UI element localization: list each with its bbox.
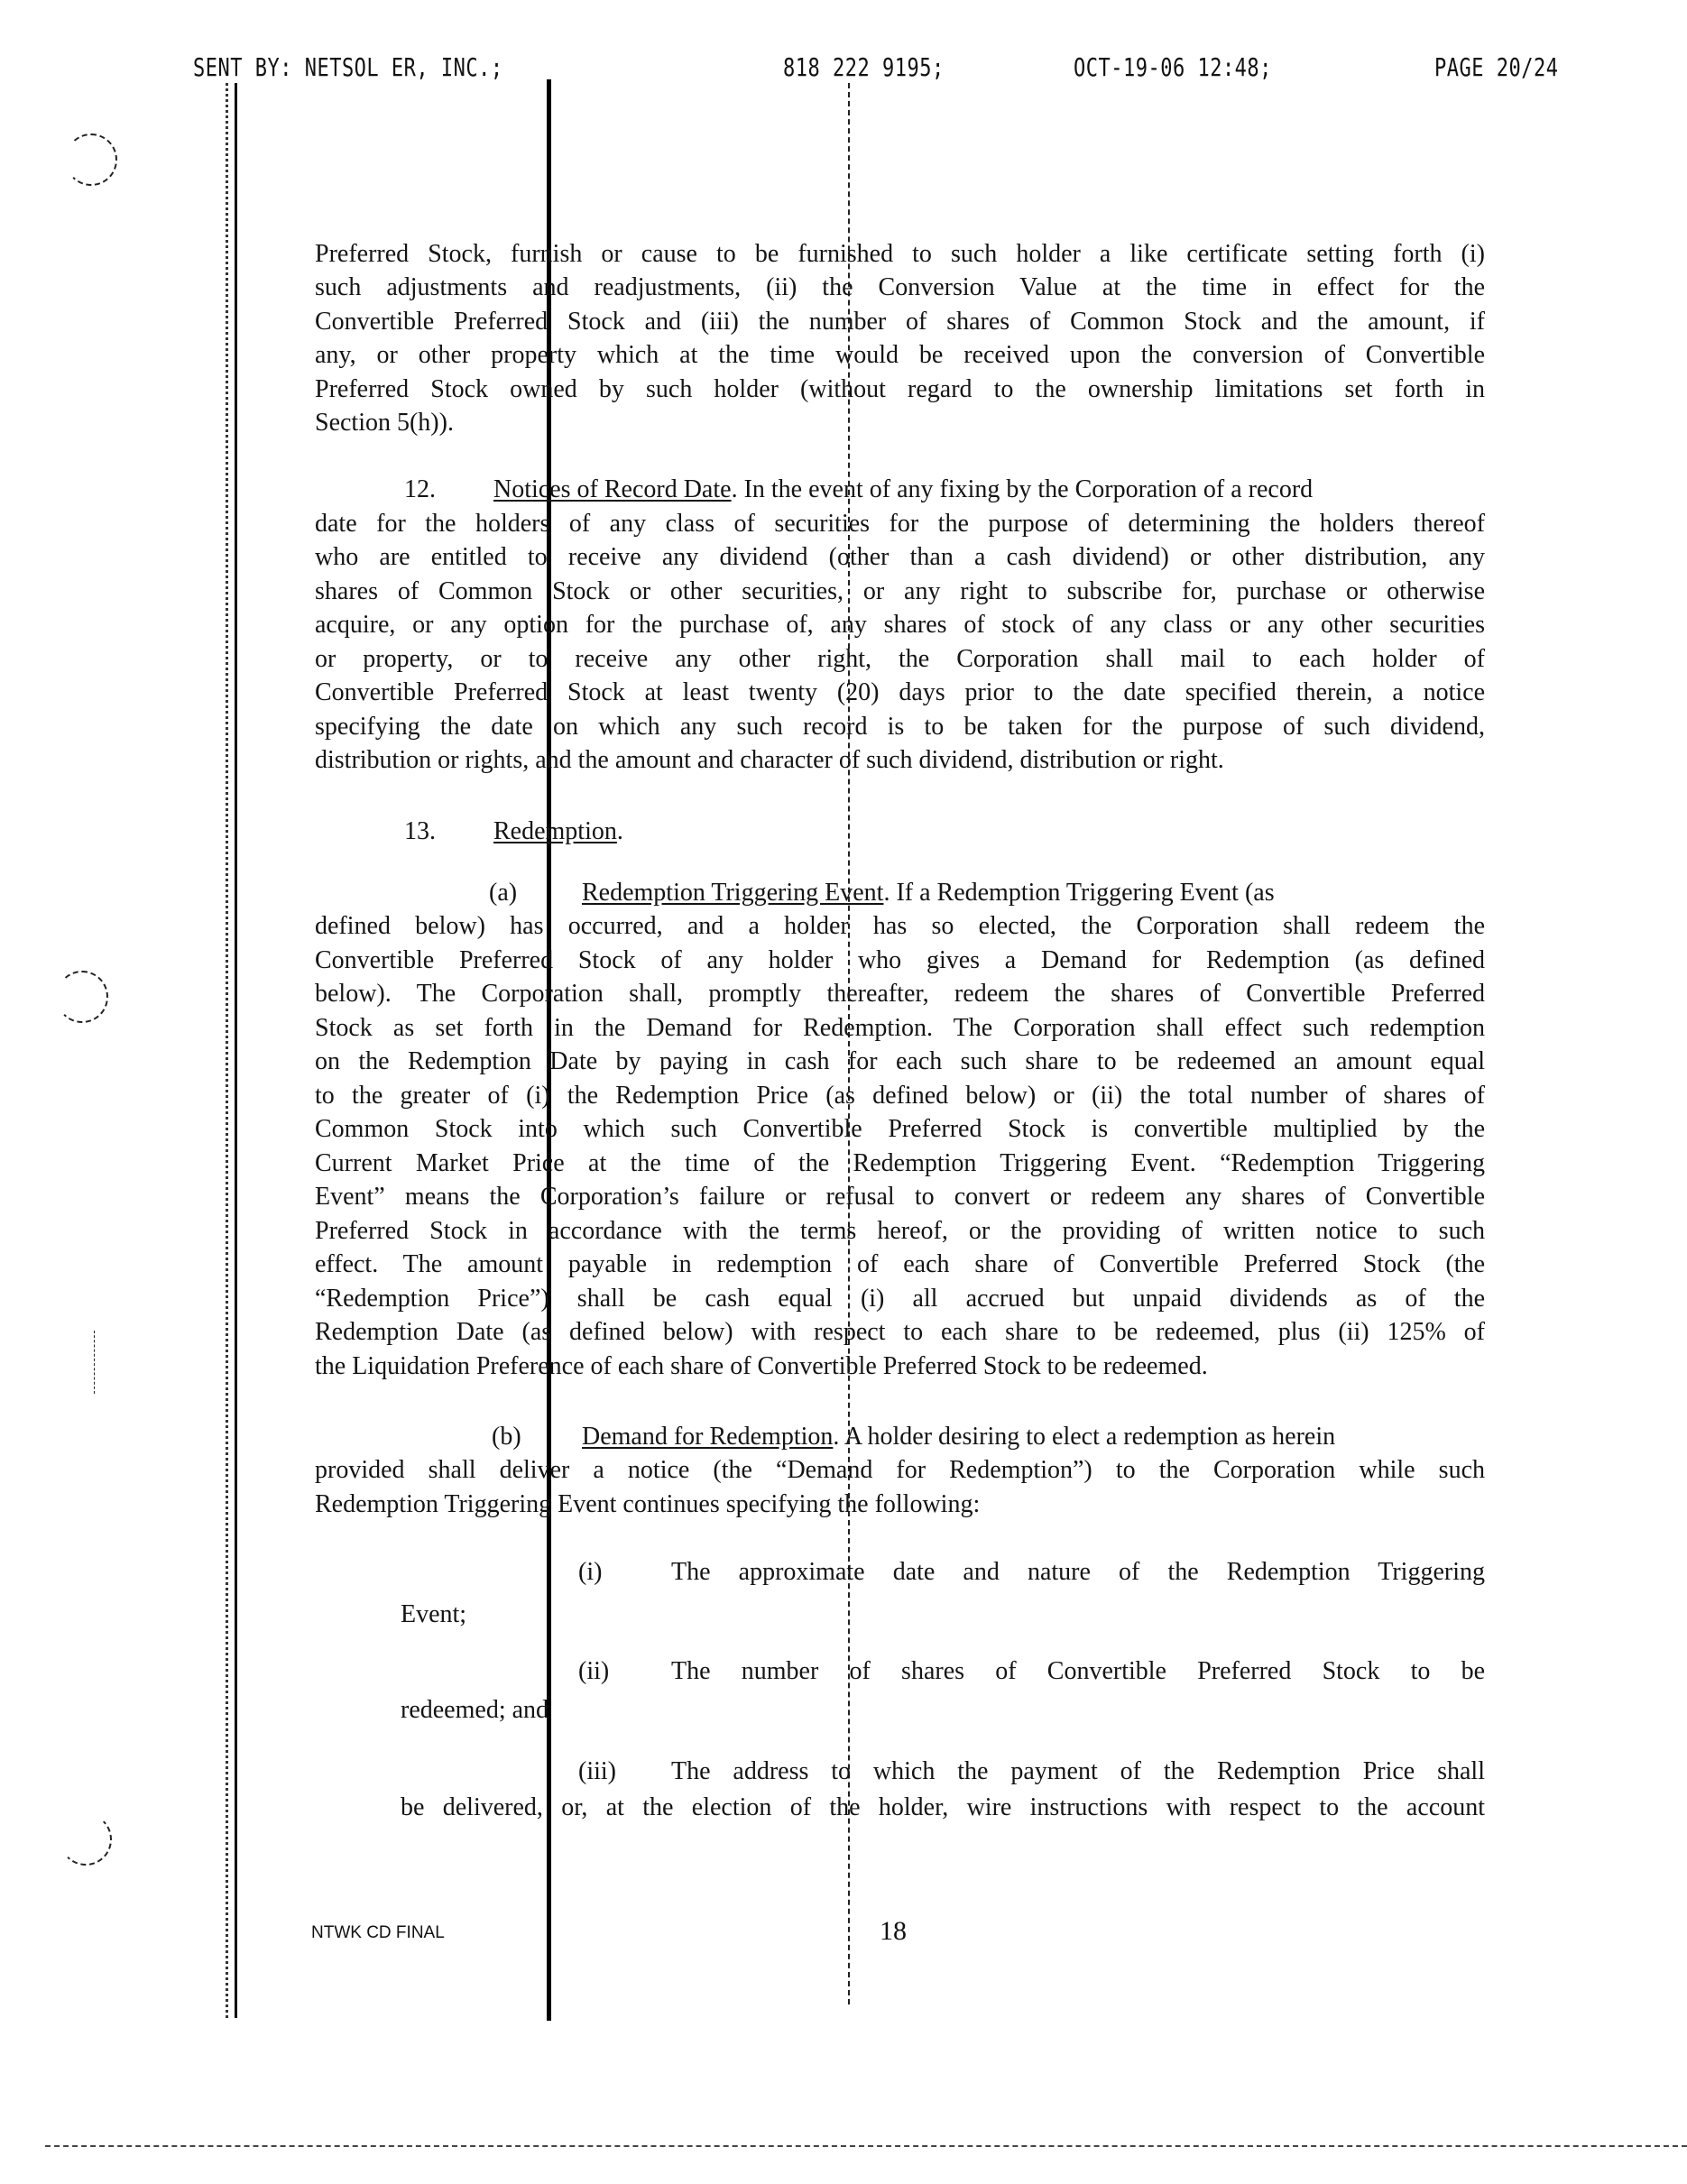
section-heading: Notices of Record Date [493, 475, 732, 503]
text-line: below). The Corporation shall, promptly thereafter, redeem the shares of Convertible Preferred [315, 980, 1485, 1008]
text-line: Current Market Price at the time of the Redemption Triggering Event. “Redemption Triggering [315, 1149, 1485, 1177]
text-line: effect. The amount payable in redemption of each share of Convertible Preferred Stock (the [315, 1250, 1485, 1278]
text-line: Preferred Stock, furnish or cause to be furnished to such holder a like certificate setting forth (i) [315, 240, 1485, 268]
text-line: Redemption Triggering Event continues specifying the following: [315, 1490, 981, 1518]
text-line: the Liquidation Preference of each share of Convertible Preferred Stock to be redeemed. [315, 1352, 1208, 1380]
subsection-first-line-text: . A holder desiring to elect a redemption as herein [833, 1423, 1336, 1451]
item-continuation: be delivered, or, at the election of the holder, wire instructions with respect to the account [401, 1793, 1485, 1821]
fax-datetime: OCT-19-06 12:48; [1074, 54, 1272, 83]
scan-line-dashed [848, 83, 850, 2004]
text-line: defined below) has occurred, and a holder has so elected, the Corporation shall redeem the [315, 912, 1485, 940]
item-text: The address to which the payment of the Redemption Price shall [671, 1757, 1485, 1785]
text-line: Event” means the Corporation’s failure or refusal to convert or redeem any shares of Convertible [315, 1183, 1485, 1211]
text-line: who are entitled to receive any dividend (other than a cash dividend) or other distribution, any [315, 543, 1485, 571]
text-line: “Redemption Price”) shall be cash equal (i) all accrued but unpaid dividends as of the [315, 1285, 1485, 1313]
text-line: Convertible Preferred Stock and (iii) the number of shares of Common Stock and the amount, if [315, 308, 1485, 336]
subsection-first-line [582, 879, 1485, 908]
hole-punch-mark [65, 134, 117, 186]
text-line: provided shall deliver a notice (the “Demand for Redemption”) to the Corporation while such [315, 1456, 1485, 1484]
section-number: 13. [404, 817, 436, 845]
section-heading-line [493, 817, 623, 846]
text-line: date for the holders of any class of securities for the purpose of determining the holders thereof [315, 510, 1485, 538]
scan-line-left-dotted [226, 83, 228, 2018]
section-number: 12. [404, 475, 436, 503]
text-line: Convertible Preferred Stock of any holder who gives a Demand for Redemption (as defined [315, 946, 1485, 974]
heading-period: . [616, 817, 623, 845]
text-line: Preferred Stock in accordance with the terms hereof, or the providing of written notice to such [315, 1217, 1485, 1245]
fax-sender: SENT BY: NETSOL ER, INC.; [193, 54, 503, 83]
text-line: Stock as set forth in the Demand for Redemption. The Corporation shall effect such redemption [315, 1014, 1485, 1042]
text-line: such adjustments and readjustments, (ii) the Conversion Value at the time in effect for the [315, 273, 1485, 301]
page-number: 18 [880, 1916, 907, 1946]
text-line: specifying the date on which any such record is to be taken for the purpose of such dividend, [315, 713, 1485, 741]
item-continuation: redeemed; and [401, 1696, 549, 1724]
hole-punch-mark [56, 971, 108, 1023]
subsection-heading: Demand for Redemption [582, 1423, 834, 1451]
text-line: distribution or rights, and the amount and character of such dividend, distribution or right. [315, 746, 1224, 774]
text-line: Common Stock into which such Convertible Preferred Stock is convertible multiplied by the [315, 1115, 1485, 1143]
text-line: Redemption Date (as defined below) with respect to each share to be redeemed, plus (ii) 125% of [315, 1318, 1485, 1346]
section-first-line [493, 475, 1485, 504]
fax-phone: 818 222 9195; [783, 54, 945, 83]
text-line: Convertible Preferred Stock at least twenty (20) days prior to the date specified therein, a notice [315, 678, 1485, 706]
text-line: any, or other property which at the time would be received upon the conversion of Convertible [315, 341, 1485, 369]
text-line: acquire, or any option for the purchase of, any shares of stock of any class or any other securities [315, 611, 1485, 639]
text-line: on the Redemption Date by paying in cash for each such share to be redeemed an amount equal [315, 1047, 1485, 1075]
scan-line-left-solid [235, 83, 237, 2018]
subsection-heading: Redemption Triggering Event [582, 879, 884, 907]
subsection-label: (a) [489, 879, 518, 907]
section-heading: Redemption [493, 817, 617, 845]
text-line: shares of Common Stock or other securities, or any right to subscribe for, purchase or otherwise [315, 577, 1485, 605]
text-line: or property, or to receive any other right, the Corporation shall mail to each holder of [315, 645, 1485, 673]
fax-page-count: PAGE 20/24 [1434, 54, 1559, 83]
text-line: to the greater of (i) the Redemption Price (as defined below) or (ii) the total number of shares of [315, 1082, 1485, 1110]
hole-punch-mark [60, 1813, 112, 1866]
document-id: NTWK CD FINAL [311, 1923, 445, 1942]
subsection-first-line-text: . If a Redemption Triggering Event (as [883, 879, 1275, 907]
scan-speck [94, 1331, 95, 1394]
item-text: The number of shares of Convertible Preferred Stock to be [671, 1657, 1485, 1685]
text-line: Preferred Stock owned by such holder (without regard to the ownership limitations set forth in [315, 375, 1485, 403]
text-line: Section 5(h)). [315, 409, 454, 437]
subsection-first-line [582, 1423, 1485, 1451]
fax-bottom-rule [45, 2145, 1687, 2147]
item-label: (ii) [578, 1657, 610, 1685]
item-continuation: Event; [401, 1600, 467, 1628]
item-text: The approximate date and nature of the Redemption Triggering [671, 1558, 1485, 1586]
section-first-line-text: . In the event of any fixing by the Corporation of a record [731, 475, 1314, 503]
subsection-label: (b) [492, 1423, 521, 1451]
item-label: (i) [578, 1558, 603, 1586]
item-label: (iii) [578, 1757, 616, 1785]
